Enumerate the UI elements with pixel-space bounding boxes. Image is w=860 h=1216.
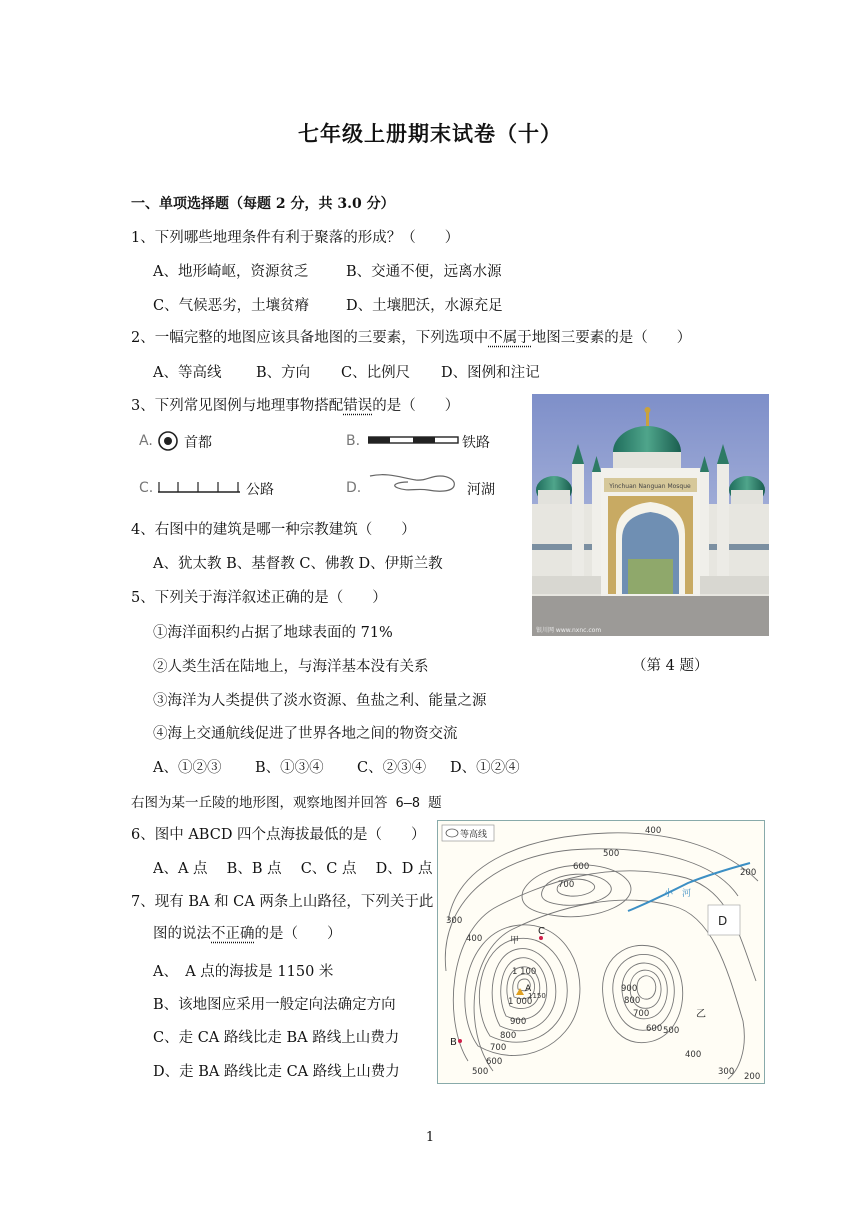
question-4-options: A、犹太教 B、基督教 C、佛教 D、伊斯兰教 <box>153 556 443 572</box>
question-7-option-c: C、走 CA 路线比走 BA 路线上山费力 <box>153 1030 400 1046</box>
point-b-label: B <box>450 1037 457 1048</box>
point-d-label: D <box>718 914 728 928</box>
question-2-option-d: D、图例和注记 <box>441 365 540 381</box>
question-1-stem: 1、下列哪些地理条件有利于聚落的形成？（ ） <box>131 230 460 246</box>
question-6-options: A、A 点 B、B 点 C、C 点 D、D 点 <box>153 861 433 877</box>
page-number: 1 <box>425 1130 435 1145</box>
lake-river-symbol-icon <box>368 470 464 496</box>
question-7-emphasis: 不正确 <box>211 926 255 942</box>
river-label: 小 河 <box>664 889 692 899</box>
point-b-marker <box>458 1039 462 1043</box>
capital-symbol-icon <box>157 430 181 452</box>
contour-label-200-east: 200 <box>740 868 757 878</box>
legend-d-label: 河湖 <box>467 482 495 498</box>
contour-label-600-east: 600 <box>646 1024 663 1034</box>
contour-label-600-west: 600 <box>486 1057 503 1067</box>
contour-label-700-east: 700 <box>633 1009 650 1019</box>
question-2-option-b: B、方向 <box>256 365 311 381</box>
question-2-option-a: A、等高线 <box>153 365 222 381</box>
statement-1: ①海洋面积约占据了地球表面的 71% <box>153 625 393 641</box>
contour-label-700-west: 700 <box>490 1043 507 1053</box>
point-a-label: A <box>525 984 532 994</box>
contour-label-1000: 1 000 <box>508 997 533 1007</box>
question-7-option-b: B、该地图应采用一般定向法确定方向 <box>153 997 396 1013</box>
question-2-emphasis: 不属于 <box>488 330 532 346</box>
question-6-stem: 6、图中 ABCD 四个点海拔最低的是（ ） <box>131 827 426 843</box>
question-5-stem: 5、下列关于海洋叙述正确的是（ ） <box>131 590 387 606</box>
question-2-stem-post: 地图三要素的是（ ） <box>531 330 692 346</box>
question-2-stem-pre: 2、一幅完整的地图应该具备地图的三要素，下列选项中 <box>131 330 489 346</box>
map-legend <box>442 825 494 841</box>
contour-label-700-north: 700 <box>558 880 575 890</box>
contour-label-400-east: 400 <box>685 1050 702 1060</box>
contour-label-200-south: 200 <box>744 1072 761 1082</box>
legend-b-letter: B. <box>346 433 361 449</box>
contour-label-500-east: 500 <box>663 1026 680 1036</box>
statement-3: ③海洋为人类提供了淡水资源、鱼盐之利、能量之源 <box>153 693 487 709</box>
point-c-label: C <box>538 926 545 937</box>
question-3-emphasis: 错误 <box>343 398 373 414</box>
question-7-stem2-post: 的是（ ） <box>254 926 342 942</box>
statement-2: ②人类生活在陆地上，与海洋基本没有关系 <box>153 659 429 675</box>
question-7-stem: 7、现有 BA 和 CA 两条上山路径，下列关于此 <box>131 894 434 910</box>
contour-label-400-north: 400 <box>645 826 662 836</box>
contour-label-300-east: 300 <box>718 1067 735 1077</box>
contour-label-400-west: 400 <box>466 934 483 944</box>
mosque-photo <box>532 394 769 636</box>
contour-label-600-north: 600 <box>573 862 590 872</box>
contour-label-900-west: 900 <box>510 1017 527 1027</box>
label-jia: 甲 <box>510 936 520 946</box>
legend-b-label: 铁路 <box>462 435 490 451</box>
question-1-option-d: D、土壤肥沃，水源充足 <box>346 298 503 314</box>
legend-d-letter: D. <box>346 480 362 496</box>
contour-label-300-west: 300 <box>446 916 463 926</box>
figure-4-caption: （第 4 题） <box>632 658 709 674</box>
label-yi: 乙 <box>696 1009 706 1020</box>
question-7-stem-line2 <box>153 922 342 943</box>
page-title: 七年级上册期末试卷（十） <box>298 122 562 146</box>
railway-symbol-icon <box>368 435 460 447</box>
legend-c-letter: C. <box>139 480 154 496</box>
question-1-option-c: C、气候恶劣，土壤贫瘠 <box>153 298 310 314</box>
map-questions-intro: 右图为某一丘陵的地形图，观察地图并回答 6—8 题 <box>131 795 442 811</box>
question-3-stem-post: 的是（ ） <box>372 398 460 414</box>
question-5-option-c: C、②③④ <box>357 760 427 776</box>
photo-watermark: 银川网 www.nxnc.com <box>536 627 602 634</box>
legend-c-label: 公路 <box>246 482 274 498</box>
question-4-stem: 4、右图中的建筑是哪一种宗教建筑（ ） <box>131 522 416 538</box>
legend-a-letter: A. <box>139 433 153 449</box>
question-3-stem <box>131 394 459 415</box>
contour-label-1100: 1 100 <box>512 967 537 977</box>
summit-triangle-icon <box>516 988 524 995</box>
contour-label-900-east: 900 <box>621 984 638 994</box>
question-7-option-a: A、 A 点的海拔是 1150 米 <box>153 964 334 980</box>
contour-map <box>437 820 765 1084</box>
legend-a-label: 首都 <box>184 435 212 451</box>
mosque-sign: Yinchuan Nanguan Mosque <box>609 483 691 490</box>
statement-4: ④海上交通航线促进了世界各地之间的物资交流 <box>153 726 458 742</box>
contour-label-800-east: 800 <box>624 996 641 1006</box>
question-1-option-a: A、地形崎岖，资源贫乏 <box>153 264 309 280</box>
section-heading: 一、单项选择题（每题 2 分，共 3.0 分） <box>131 196 395 212</box>
question-5-option-a: A、①②③ <box>153 760 222 776</box>
contour-label-500-north: 500 <box>603 849 620 859</box>
elevation-1150-label: 1150 <box>528 992 546 1000</box>
question-1-option-b: B、交通不便，远离水源 <box>346 264 502 280</box>
question-5-option-d: D、①②④ <box>450 760 520 776</box>
question-2-stem <box>131 326 691 347</box>
question-2-option-c: C、比例尺 <box>341 365 411 381</box>
question-3-stem-pre: 3、下列常见图例与地理事物搭配 <box>131 398 344 414</box>
contour-label-800-west: 800 <box>500 1031 517 1041</box>
question-7-stem2-pre: 图的说法 <box>153 926 211 942</box>
question-7-option-d: D、走 BA 路线比走 CA 路线上山费力 <box>153 1064 400 1080</box>
contour-label-500-west: 500 <box>472 1067 489 1077</box>
legend-contour-label: 等高线 <box>460 830 488 840</box>
road-symbol-icon <box>156 478 242 496</box>
question-5-option-b: B、①③④ <box>255 760 324 776</box>
